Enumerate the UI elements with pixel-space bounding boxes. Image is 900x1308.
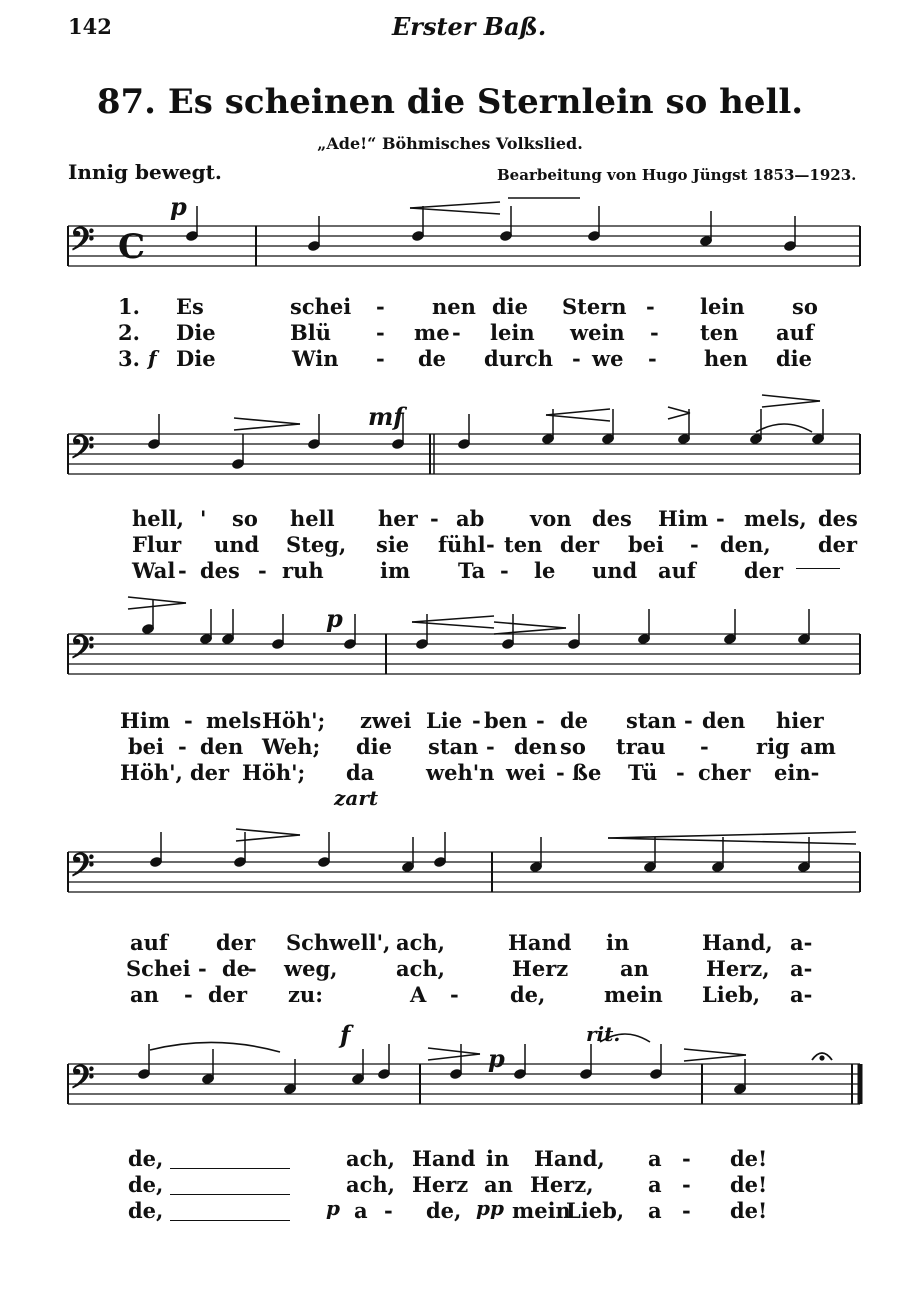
lyric-syllable: Herz — [512, 956, 569, 981]
lyric-syllable: Hand, — [702, 930, 773, 955]
lyric-syllable: ten — [504, 532, 543, 557]
lyric-syllable: - — [648, 346, 657, 371]
lyric-syllable: Schwell', — [286, 930, 391, 955]
arranger-credit: Bearbeitung von Hugo Jüngst 1853—1923. — [497, 166, 857, 184]
lyric-syllable: des — [818, 506, 858, 531]
lyric-extender — [170, 1194, 290, 1195]
lyric-syllable: - — [430, 506, 439, 531]
lyric-syllable: die — [776, 346, 813, 371]
lyric-syllable: der — [560, 532, 600, 557]
lyric-syllable: Lieb, — [702, 982, 761, 1007]
lyric-syllable: a- — [790, 982, 813, 1007]
lyric-syllable: lein — [490, 320, 535, 345]
lyric-syllable: - — [376, 320, 385, 345]
bass-clef: 𝄢 — [70, 846, 95, 891]
lyric-syllable: - — [198, 956, 207, 981]
lyric-syllable: ach, — [396, 956, 445, 981]
lyric-syllable: a — [354, 1198, 368, 1223]
lyric-syllable: - — [700, 734, 709, 759]
lyric-syllable: von — [530, 506, 572, 531]
lyric-syllable: - — [650, 320, 659, 345]
lyric-syllable: - — [684, 708, 693, 733]
lyric-syllable: - — [682, 1172, 691, 1197]
lyric-syllable: a- — [790, 930, 813, 955]
lyric-syllable: de, — [128, 1146, 164, 1171]
lyric-syllable: ße — [572, 760, 602, 785]
lyric-syllable: auf — [658, 558, 696, 583]
lyric-syllable: Herz — [412, 1172, 469, 1197]
lyric-syllable: - — [690, 532, 699, 557]
lyric-syllable: de, — [426, 1198, 462, 1223]
lyric-syllable: Weh; — [262, 734, 321, 759]
lyric-syllable: mein — [512, 1198, 571, 1223]
lyric-syllable: des — [200, 558, 240, 583]
lyric-syllable: zwei — [360, 708, 412, 733]
lyric-syllable: wein — [570, 320, 625, 345]
lyric-syllable: die — [356, 734, 393, 759]
lyric-syllable: die — [492, 294, 529, 319]
lyric-syllable: sie — [376, 532, 410, 557]
lyric-syllable: - — [646, 294, 655, 319]
lyric-syllable: Die — [176, 320, 216, 345]
lyric-syllable: Blü — [290, 320, 331, 345]
lyric-syllable: de, — [128, 1198, 164, 1223]
verse-number: 2. — [118, 320, 140, 345]
lyric-syllable: an — [620, 956, 649, 981]
song-title: 87. Es scheinen die Sternlein so hell. — [96, 82, 804, 122]
lyric-syllable: - — [184, 982, 193, 1007]
dynamic-pp: pp — [476, 1196, 504, 1220]
lyric-syllable: de, — [128, 1172, 164, 1197]
lyric-extender — [170, 1220, 290, 1221]
lyric-syllable: Him — [120, 708, 171, 733]
lyric-syllable: den — [702, 708, 746, 733]
lyric-syllable: so — [792, 294, 818, 319]
lyric-syllable: in — [486, 1146, 510, 1171]
lyric-syllable: Stern — [562, 294, 627, 319]
lyric-syllable: - — [450, 982, 459, 1007]
lyric-syllable: Win — [292, 346, 339, 371]
bass-clef: 𝄢 — [70, 220, 95, 265]
song-subtitle: „Ade!“ Böhmisches Volkslied. — [317, 134, 583, 153]
lyric-syllable: de — [222, 956, 251, 981]
lyric-syllable: stan — [626, 708, 677, 733]
lyric-syllable: A — [410, 982, 427, 1007]
lyric-syllable: a — [648, 1146, 662, 1171]
lyric-syllable: schei — [290, 294, 352, 319]
lyric-syllable: hen — [704, 346, 748, 371]
lyric-syllable: Hand — [412, 1146, 476, 1171]
lyric-syllable: am — [800, 734, 836, 759]
lyric-syllable: Hand, — [534, 1146, 605, 1171]
lyric-syllable: ab — [456, 506, 485, 531]
lyric-syllable: fühl — [438, 532, 486, 557]
lyric-syllable: stan — [428, 734, 479, 759]
bass-clef: 𝄢 — [70, 628, 95, 673]
lyric-syllable: - — [376, 294, 385, 319]
lyric-syllable: ein- — [774, 760, 820, 785]
dynamic-zart: zart — [334, 786, 379, 810]
lyric-syllable: des — [592, 506, 632, 531]
lyric-syllable: durch — [484, 346, 554, 371]
lyric-syllable: an — [130, 982, 159, 1007]
lyric-syllable: der — [190, 760, 230, 785]
lyric-syllable: Steg, — [286, 532, 347, 557]
dynamic-p: p — [170, 192, 187, 221]
lyric-syllable: - — [486, 532, 495, 557]
lyric-syllable: bei — [128, 734, 165, 759]
lyric-syllable: im — [380, 558, 411, 583]
lyric-syllable: bei — [628, 532, 665, 557]
verse-number: 3. — [118, 346, 140, 371]
lyric-extender — [170, 1168, 290, 1169]
lyric-syllable: - — [500, 558, 509, 583]
lyric-syllable: hell, — [132, 506, 184, 531]
page-number: 142 — [68, 14, 112, 39]
lyric-syllable: Wal — [132, 558, 176, 583]
lyric-syllable: Lieb, — [566, 1198, 625, 1223]
lyric-syllable: de! — [730, 1146, 768, 1171]
lyric-syllable: lein — [700, 294, 745, 319]
lyric-syllable: mels — [206, 708, 262, 733]
lyric-syllable: me — [414, 320, 450, 345]
lyric-syllable: - — [572, 346, 581, 371]
lyric-syllable: wei — [506, 760, 546, 785]
lyric-syllable: an — [484, 1172, 513, 1197]
running-title: Erster Baß. — [392, 12, 547, 41]
lyric-syllable: zu: — [288, 982, 323, 1007]
lyric-syllable: ach, — [396, 930, 445, 955]
lyric-syllable: Höh'; — [262, 708, 326, 733]
tempo-marking: Innig bewegt. — [68, 160, 222, 184]
lyric-syllable: - — [536, 708, 545, 733]
verse3-dynamic: f — [148, 346, 157, 370]
lyric-syllable: a- — [790, 956, 813, 981]
lyric-syllable: ' — [200, 506, 207, 531]
lyric-syllable: Höh', — [120, 760, 183, 785]
lyric-syllable: de — [560, 708, 589, 733]
lyric-syllable: den, — [720, 532, 771, 557]
lyric-syllable: - — [248, 956, 257, 981]
lyric-syllable: de! — [730, 1198, 768, 1223]
lyric-syllable: de — [418, 346, 447, 371]
lyric-syllable: Tü — [628, 760, 658, 785]
lyric-syllable: ben — [484, 708, 528, 733]
lyric-syllable: Höh'; — [242, 760, 306, 785]
lyric-syllable: Herz, — [706, 956, 770, 981]
lyric-syllable: de! — [730, 1172, 768, 1197]
lyric-syllable: - — [472, 708, 481, 733]
lyric-syllable: rig — [756, 734, 790, 759]
lyric-syllable: ach, — [346, 1172, 395, 1197]
lyric-syllable: - — [682, 1146, 691, 1171]
lyric-syllable: trau — [616, 734, 666, 759]
lyric-syllable: - — [486, 734, 495, 759]
lyric-syllable: den — [514, 734, 558, 759]
lyric-syllable: Flur — [132, 532, 182, 557]
time-signature: C — [118, 227, 146, 267]
lyric-syllable: - — [178, 558, 187, 583]
dynamic-f: f — [340, 1020, 351, 1049]
lyric-syllable: auf — [130, 930, 168, 955]
lyric-syllable: - — [676, 760, 685, 785]
lyric-syllable: Him — [658, 506, 709, 531]
lyric-syllable: hell — [290, 506, 335, 531]
lyric-syllable: we — [592, 346, 624, 371]
lyric-syllable: weg, — [284, 956, 338, 981]
lyric-syllable: ach, — [346, 1146, 395, 1171]
lyric-syllable: - — [682, 1198, 691, 1223]
verse-number: 1. — [118, 294, 140, 319]
lyric-syllable: Schei — [126, 956, 191, 981]
lyric-syllable: - — [716, 506, 725, 531]
lyric-syllable: weh'n — [426, 760, 495, 785]
lyric-syllable: Ta — [458, 558, 486, 583]
lyric-syllable: und — [592, 558, 638, 583]
dynamic-p: p — [488, 1044, 505, 1073]
lyric-syllable: der — [744, 558, 784, 583]
lyric-syllable: den — [200, 734, 244, 759]
lyric-syllable: a — [648, 1198, 662, 1223]
lyric-syllable: a — [648, 1172, 662, 1197]
lyric-syllable: - — [258, 558, 267, 583]
lyric-syllable: der — [208, 982, 248, 1007]
bass-clef: 𝄢 — [70, 1058, 95, 1103]
lyric-syllable: da — [346, 760, 375, 785]
lyric-syllable: mels, — [744, 506, 807, 531]
lyric-syllable: ruh — [282, 558, 324, 583]
lyric-syllable: Lie — [426, 708, 463, 733]
lyric-syllable: cher — [698, 760, 751, 785]
lyric-syllable: ten — [700, 320, 739, 345]
dynamic-p: p — [326, 1196, 340, 1220]
lyric-syllable: her — [378, 506, 418, 531]
lyric-syllable: de, — [510, 982, 546, 1007]
lyric-syllable: hier — [776, 708, 824, 733]
lyric-syllable: - — [178, 734, 187, 759]
tempo-rit: rit. — [586, 1022, 621, 1046]
lyric-syllable: - — [384, 1198, 393, 1223]
lyric-syllable: le — [534, 558, 556, 583]
lyric-syllable: - — [184, 708, 193, 733]
lyric-syllable: auf — [776, 320, 814, 345]
lyric-syllable: Herz, — [530, 1172, 594, 1197]
lyric-syllable: Es — [176, 294, 204, 319]
lyric-syllable: so — [560, 734, 586, 759]
lyric-syllable: - — [452, 320, 461, 345]
lyric-syllable: der — [818, 532, 858, 557]
lyric-syllable: so — [232, 506, 258, 531]
lyric-syllable: der — [216, 930, 256, 955]
lyric-extender — [796, 568, 840, 569]
lyric-syllable: Hand — [508, 930, 572, 955]
lyric-syllable: Die — [176, 346, 216, 371]
dynamic-p: p — [326, 604, 343, 633]
lyric-syllable: mein — [604, 982, 663, 1007]
lyric-syllable: - — [556, 760, 565, 785]
lyric-syllable: - — [376, 346, 385, 371]
lyric-syllable: nen — [432, 294, 476, 319]
lyric-syllable: und — [214, 532, 260, 557]
dynamic-mf: mf — [368, 402, 404, 431]
lyric-syllable: in — [606, 930, 630, 955]
bass-clef: 𝄢 — [70, 428, 95, 473]
